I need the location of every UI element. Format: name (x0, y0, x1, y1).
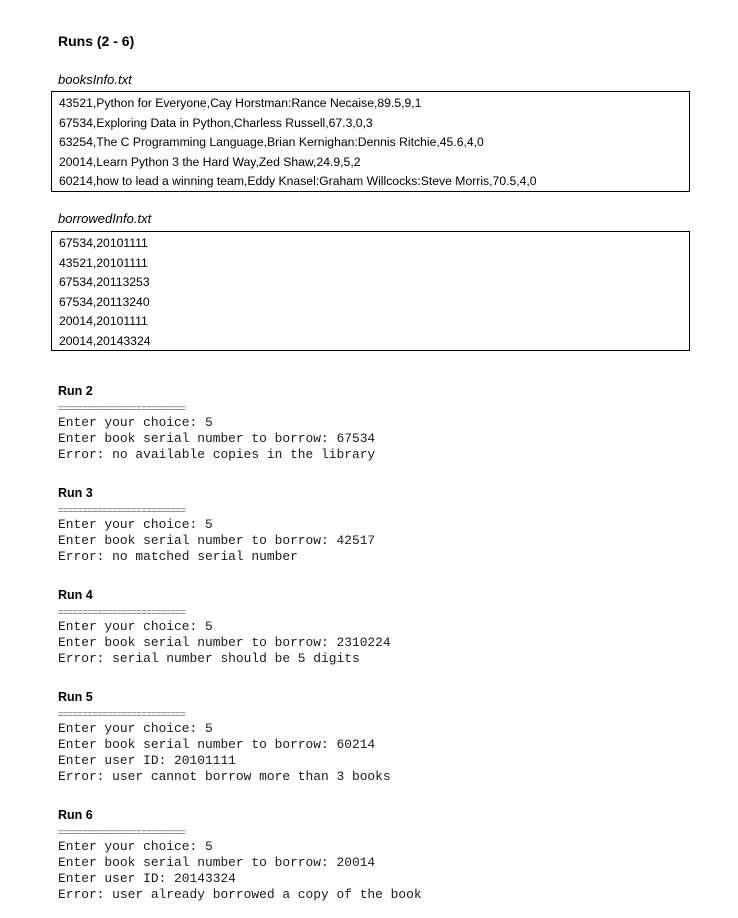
console-separator: ========================== (58, 608, 186, 618)
console-line: Enter book serial number to borrow: 20014 (58, 855, 376, 870)
run-5-heading: Run 5 (58, 690, 93, 704)
run-4-heading: Run 4 (58, 588, 93, 602)
console-line: Enter your choice: 5 (58, 721, 213, 736)
page-title: Runs (2 - 6) (58, 33, 135, 49)
console-line: Enter your choice: 5 (58, 517, 213, 532)
borrowed-file-line: 20014,20143324 (59, 333, 151, 348)
borrowed-file-line: 67534,20101111 (59, 236, 148, 250)
console-line: Error: no matched serial number (58, 549, 298, 564)
books-file-line: 67534,Exploring Data in Python,Charless Russell,67.3,0,3 (59, 115, 373, 130)
console-line: Error: no available copies in the library (58, 447, 376, 462)
books-file-line: 60214,how to lead a winning team,Eddy Knasel:Graham Willcocks:Steve Morris,70.5,4,0 (59, 174, 537, 188)
console-line: Enter book serial number to borrow: 42517 (58, 533, 376, 548)
console-line: Error: serial number should be 5 digits (58, 651, 360, 666)
run-4-console (58, 607, 391, 667)
books-file-line: 63254,The C Programming Language,Brian Kernighan:Dennis Ritchie,45.6,4,0 (59, 135, 484, 149)
run-6-console (58, 827, 422, 903)
console-line: Enter user ID: 20101111 (58, 753, 236, 768)
borrowed-file-line: 20014,20101111 (59, 314, 148, 328)
console-line: Enter your choice: 5 (58, 619, 213, 634)
console-line: Enter book serial number to borrow: 60214 (58, 737, 376, 752)
run-3-console (58, 505, 375, 565)
console-line: Enter book serial number to borrow: 2310224 (58, 635, 391, 650)
run-6-heading: Run 6 (58, 808, 93, 822)
console-line: Enter user ID: 20143324 (58, 871, 236, 886)
books-file-label: booksInfo.txt (58, 72, 132, 87)
books-file-box (51, 91, 690, 192)
console-line: Enter your choice: 5 (58, 415, 213, 430)
books-file-line: 20014,Learn Python 3 the Hard Way,Zed Shaw,24.9,5,2 (59, 154, 361, 169)
console-separator: ========================== (58, 506, 186, 516)
run-5-console (58, 709, 391, 785)
console-line: Error: user already borrowed a copy of the book (58, 887, 422, 902)
borrowed-file-line: 43521,20101111 (59, 255, 148, 270)
console-separator: ========================== (58, 710, 186, 720)
borrowed-file-box (51, 231, 690, 351)
console-separator: ========================== (58, 404, 186, 414)
run-3-heading: Run 3 (58, 486, 93, 500)
borrowed-file-line: 67534,20113253 (59, 275, 150, 289)
console-line: Enter book serial number to borrow: 67534 (58, 431, 376, 446)
run-2-console (58, 403, 375, 463)
borrowed-file-label: borrowedInfo.txt (58, 211, 152, 226)
console-line: Error: user cannot borrow more than 3 books (58, 769, 391, 784)
borrowed-file-line: 67534,20113240 (59, 294, 150, 309)
console-line: Enter your choice: 5 (58, 839, 213, 854)
console-separator: ========================== (58, 828, 186, 838)
run-2-heading: Run 2 (58, 384, 93, 398)
books-file-line: 43521,Python for Everyone,Cay Horstman:Rance Necaise,89.5,9,1 (59, 96, 422, 110)
